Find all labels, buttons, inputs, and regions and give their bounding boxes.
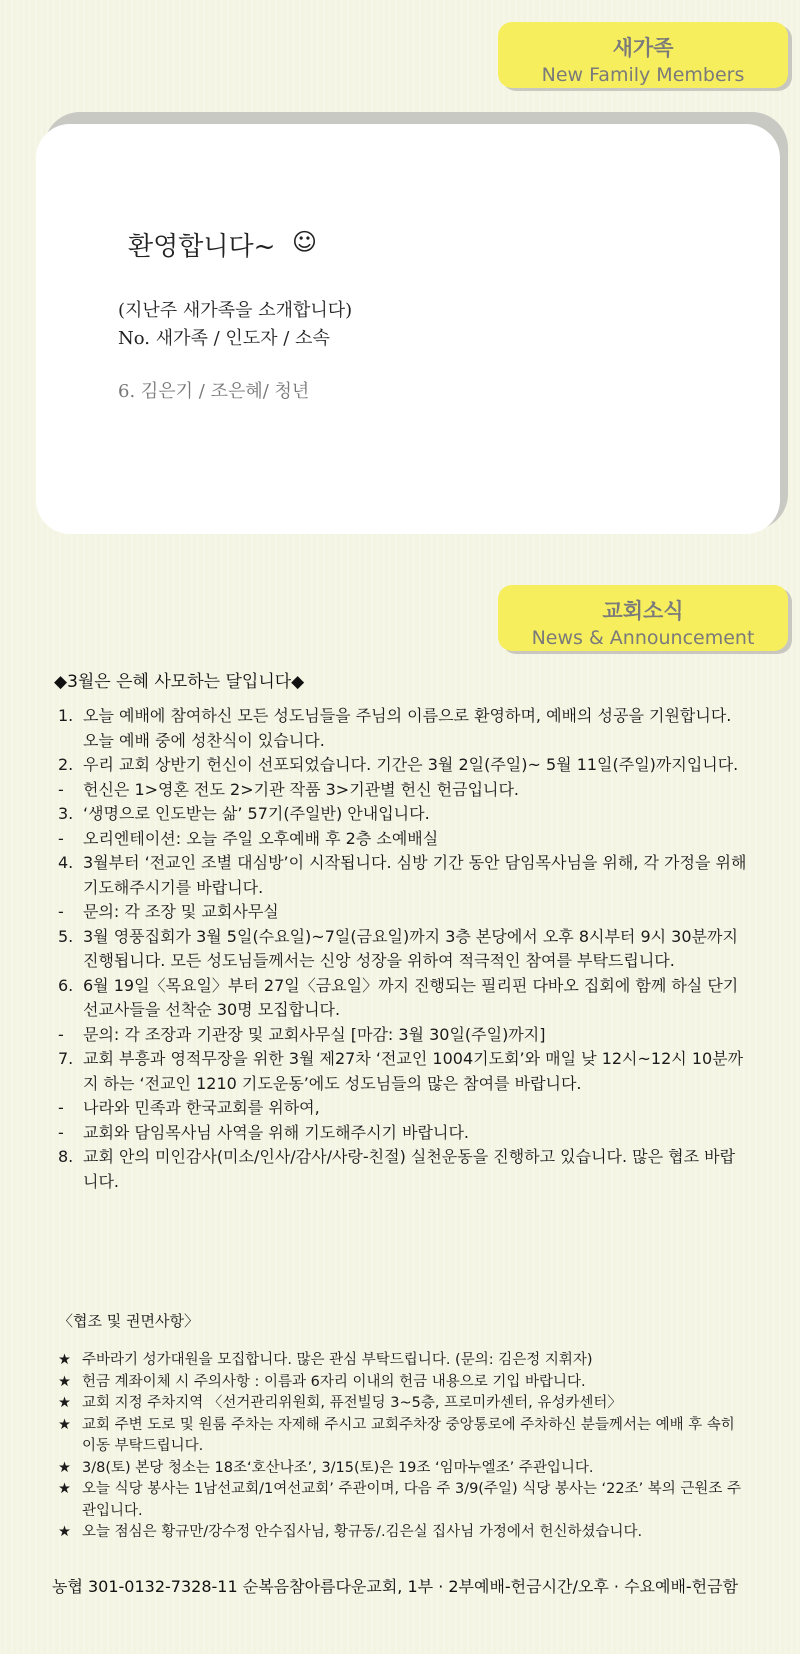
news-title-ko: 교회소식 [602,599,684,623]
cooperation-item [58,1372,750,1394]
new-family-entry: 6. 김은기 / 조은혜/ 청년 [118,381,310,402]
news-item [58,1145,748,1194]
news-item-marker: 1. [58,706,74,725]
news-month-title: ◆3월은 은혜 사모하는 달입니다◆ [54,672,305,692]
news-item [58,802,748,827]
news-item-marker: 5. [58,926,74,946]
news-item-marker: - [58,902,64,921]
cooperation-item-text: 오늘 점심은 황규만/강수정 안수집사님, 황규동/.김은실 집사님 가정에서 헌신하셨습니다. [82,1524,643,1540]
star-icon: ★ [58,1524,71,1540]
new-family-title-en: New Family Members [541,64,745,86]
news-list [58,704,748,1194]
news-item-text: 교회와 담임목사님 사역을 위해 기도해주시기 바랍니다. [83,1122,470,1142]
news-item [58,1047,748,1096]
news-header-tab [498,585,788,651]
new-family-list-header: No. 새가족 / 인도자 / 소속 [118,328,330,349]
news-item-marker: - [58,779,64,799]
news-item-text: 문의: 각 조장과 기관장 및 교회사무실 [마감: 3월 30일(주일)까지] [83,1024,546,1044]
news-item-text: 헌신은 1>영혼 전도 2>기관 작품 3>기관별 헌신 헌금입니다. [83,779,520,799]
news-item [58,974,748,1023]
star-icon: ★ [58,1416,71,1433]
news-item-marker: - [58,828,64,848]
news-item-marker: - [58,1122,64,1142]
star-icon: ★ [58,1395,71,1411]
news-item [58,827,748,852]
new-family-intro: (지난주 새가족을 소개합니다) [118,300,353,321]
news-item [58,1121,748,1146]
star-icon: ★ [58,1481,71,1497]
news-item-marker: 7. [58,1049,74,1068]
smile-icon: ☺ [292,228,318,256]
news-item-text: 3월 영풍집회가 3월 5일(수요일)~7일(금요일)까지 3층 본당에서 오후 8시부터 9시 30분까지 진행됩니다. 모든 성도님들께서는 신앙 성장을 위하여 적극적인 참여를 부탁드립니다. [83,926,738,970]
cooperation-item [58,1350,750,1372]
news-item [58,900,748,925]
news-item-text: 오리엔테이션: 오늘 주일 오후예배 후 2층 소예배실 [83,828,439,848]
news-item-text: 문의: 각 조장 및 교회사무실 [83,902,279,921]
star-icon: ★ [58,1459,71,1476]
news-item-text: 6월 19일〈목요일〉부터 27일〈금요일〉까지 진행되는 필리핀 다바오 집회에 함께 하실 단기선교사들을 선착순 30명 모집합니다. [83,975,739,1019]
cooperation-item-text: 헌금 계좌이체 시 주의사항 : 이름과 6자리 이내의 헌금 내용으로 기입 바랍니다. [82,1373,586,1390]
cooperation-title: 〈협조 및 권면사항〉 [58,1312,199,1330]
news-item-marker: 2. [58,755,74,774]
news-item [58,1096,748,1121]
news-item-marker: 8. [58,1147,74,1166]
cooperation-item-text: 교회 지정 주차지역 〈선거관리위원회, 퓨전빌딩 3~5층, 프로미카센터, 유성카센터〉 [82,1395,622,1411]
welcome-greeting: 환영합니다~ [128,232,276,262]
news-item-marker: - [58,1024,64,1044]
cooperation-list [58,1350,750,1544]
news-item [58,778,748,803]
cooperation-item [58,1479,750,1522]
news-item-marker: 4. [58,853,74,872]
news-title-en: News & Announcement [531,627,755,649]
news-item-marker: - [58,1098,64,1117]
news-item-text: 나라와 민족과 한국교회를 위하여, [83,1098,320,1117]
cooperation-item [58,1522,750,1544]
new-family-header-tab [498,22,788,88]
cooperation-item [58,1415,750,1458]
news-item-text: 교회 안의 미인감사(미소/인사/감사/사랑-친절) 실천운동을 진행하고 있습니다. 많은 협조 바랍니다. [83,1147,736,1191]
news-item [58,753,748,778]
new-family-title-ko: 새가족 [612,36,674,60]
cooperation-item-text: 교회 주변 도로 및 원룸 주차는 자제해 주시고 교회주차장 중앙통로에 주차하신 분들께서는 예배 후 속히 이동 부탁드립니다. [82,1416,735,1454]
cooperation-item [58,1458,750,1480]
news-item [58,851,748,900]
news-item [58,704,748,753]
news-item-marker: 3. [58,804,74,823]
cooperation-item-text: 주바라기 성가대원을 모집합니다. 많은 관심 부탁드립니다. (문의: 김은정 지휘자) [82,1352,593,1368]
news-item-text: 우리 교회 상반기 헌신이 선포되었습니다. 기간은 3월 2일(주일)~ 5월 11일(주일)까지입니다. [83,755,739,774]
news-item-text: 3월부터 ‘전교인 조별 대심방’이 시작됩니다. 심방 기간 동안 담임목사님을 위해, 각 가정을 위해 기도해주시기를 바랍니다. [83,853,747,897]
news-item [58,925,748,974]
news-item-text: 교회 부흥과 영적무장을 위한 3월 제27차 ‘전교인 1004기도회’와 매일 낮 12시~12시 10분까지 하는 ‘전교인 1210 기도운동’에도 성도님들의 많은 참여를 바랍니다. [83,1049,744,1093]
news-item [58,1023,748,1048]
cooperation-item-text: 3/8(토) 본당 청소는 18조‘호산나조’, 3/15(토)은 19조 ‘임마누엘조’ 주관입니다. [82,1459,594,1476]
cooperation-item-text: 오늘 식당 봉사는 1남선교회/1여선교회’ 주관이며, 다음 주 3/9(주일) 식당 봉사는 ‘22조’ 복의 근원조 주관입니다. [82,1481,742,1519]
star-icon: ★ [58,1352,71,1368]
cooperation-item [58,1393,750,1415]
footer-account-info: 농협 301-0132-7328-11 순복음참아름다운교회, 1부 · 2부예배-헌금시간/오후 · 수요예배-헌금함 [52,1577,739,1596]
news-item-text: ‘생명으로 인도받는 삶’ 57기(주일반) 안내입니다. [83,804,430,823]
news-item-text: 오늘 예배에 참여하신 모든 성도님들을 주님의 이름으로 환영하며, 예배의 성공을 기원합니다. 오늘 예배 중에 성찬식이 있습니다. [83,706,732,750]
news-item-marker: 6. [58,975,74,995]
star-icon: ★ [58,1373,71,1390]
